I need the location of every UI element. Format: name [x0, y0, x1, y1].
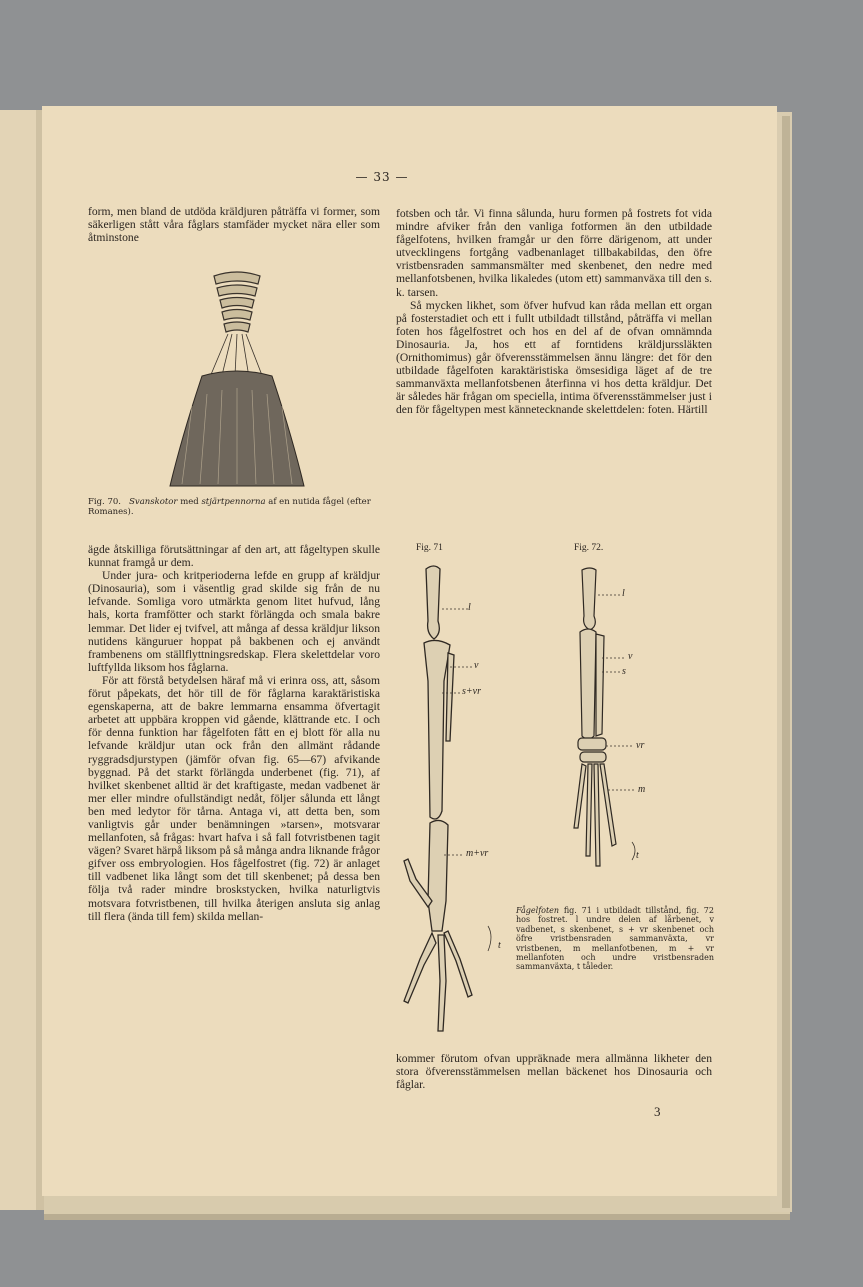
leader-label: v — [628, 651, 633, 662]
figure-legend — [516, 906, 714, 972]
figure-70-caption — [88, 497, 380, 517]
figure-72-label: Fig. 72. — [574, 543, 604, 553]
leader-label: l — [468, 602, 471, 613]
leader-label: t — [636, 850, 639, 861]
leader-label: v — [474, 660, 479, 671]
book-page — [42, 106, 777, 1196]
leader-label: s — [622, 666, 626, 677]
caption-text: af en nutida fågel (efter Romanes). — [88, 497, 371, 517]
paragraph: ägde åtskilliga förutsättningar af den art, att fågeltypen skulle kunnat framgå ur dem. — [88, 543, 380, 570]
caption-text: med — [177, 497, 202, 507]
page-number: — 33 — — [355, 170, 409, 184]
paragraph: kommer förutom ofvan uppräknade mera allmänna likheter den stora öfverensstämmelsen mellan bäckenet hos Dinosauria och fåglar. — [396, 1052, 712, 1092]
paragraph: Så mycken likhet, som öfver hufvud kan råda mellan ett organ på fosterstadiet och ett i fullt utbildadt tillstånd, påträffa vi mellan foten hos fågelfostret och hos en del af de ofvan omnämnda Dinosauria. Ja, hos ett af forntidens kräldjurssläkten (Ornithomimus) går öfverensstämmelsen ännu längre: det för den utbildade fågelfoten karaktäristiska ömsesidiga läget af de tre sammanväxta mellanfotsbenen återfinna vi hos detta kräldjur. Det är således här frågan om speciella, intima öfverensstämmelser just i den för fågeltypen mest kännetecknande skelettdelen: foten. Härtill — [396, 298, 712, 417]
figure-71-leader-lines — [442, 606, 522, 956]
leader-label: vr — [636, 740, 645, 751]
caption-italic: Svanskotor — [129, 497, 178, 507]
paragraph: Under jura- och kritperioderna lefde en grupp af kräldjur (Dinosauria), som i väsentlig grad skilde sig från de nu lefvande. Somliga voro utmärkta genom litet hufvud, lång hals, korta framfötter och starkt förlängda och smala bakre lemmar. Det lider ej tvifvel, att många af dessa kräldjur likson nutidens känguruer hoppat på bakbenen och ej användt frambenens om ställflyttningsredskap. Flera skelettdelar voro luftfyllda liksom hos fåglarna. — [88, 569, 380, 674]
signature-mark: 3 — [654, 1104, 661, 1119]
figure-70-tail-illustration — [162, 266, 312, 491]
figure-70-label: Fig. 70. — [88, 497, 121, 507]
legend-italic: Fågelfoten — [516, 906, 560, 915]
leader-label: t — [498, 940, 501, 951]
leader-label: s+vr — [462, 686, 481, 697]
leader-label: m+vr — [466, 848, 489, 859]
legend-text: fig. 71 i utbildadt tillstånd, fig. 72 hos fostret. l undre delen af lårbenet, v vadbenet, s skenbenet, s + vr skenbenet och öfre vristbensraden sammanväxta, vr vristbenen, m mellanfotbenen, m + vr mellanfoten och undre vristbensraden sammanväxta, t tåleder. — [516, 906, 714, 972]
caption-italic: stjärtpennorna — [201, 497, 266, 507]
leader-label: l — [622, 588, 625, 599]
figure-71-label: Fig. 71 — [416, 543, 443, 553]
leader-label: m — [638, 784, 646, 795]
paragraph: fotsben och tår. Vi finna sålunda, huru formen på fostrets fot vida mindre afviker från den vanliga fotformen än den utbildade fågelfotens, hvilken framgår ur den förre därigenom, att under utvecklingens fortgång vadbenanlaget tillbakabildas, den öfre vristbensraden sammansmälter med skenbenet, den nedre med mellanfotsbenen, hvilka likaledes (utom ett) sammanväxa till den s. k. tarsen. — [396, 207, 712, 299]
left-column-bottom — [88, 543, 380, 923]
paragraph: form, men bland de utdöda kräldjuren påträffa vi former, som säkerligen stått våra fåglars stamfäder mycket nära eller som åtminstone — [88, 205, 380, 245]
figure-72-leader-lines — [598, 592, 648, 862]
right-column-bottom — [396, 1052, 712, 1091]
right-column-top — [396, 207, 712, 417]
paragraph: För att förstå betydelsen häraf må vi erinra oss, att, såsom förut påpekats, det hör till de för fåglarna karaktäristiska egenskaperna, att de bakre lemmarna ensamma öfvertagit arbetet att uppbära kroppen vid gående, klättrande etc. I och för denna funktion har fågelfoten fått en ej blott för alla nu lefvande kräldjur utan ock från den allmänt rådande ryggradsdjurstypen (jämför ofvan fig. 65—67) afvikande byggnad. På det starkt förlängda underbenet (fig. 71), af hvilket skenbenet alltid är det kraftigaste, medan vadbenet är mer eller mindre ofullständigt nedåt, följer sålunda ett långt ben med ledytor för tårna. Antaga vi, att detta ben, som vanligtvis går under benämningen »tarsen», motsvarar mellanfoten, så frågas: hvart hafva i så fall fotvristbenen tagit vägen? Svaret härpå liksom på så många andra liknande frågor gifver oss embryologien. Hos fågelfostret (fig. 72) är anlaget till vadbenet lika långt som det till skenbenet; på dessa ben följa två rader mindre broskstycken, hvilka naturligtvis motsvara fotvristbenen, till hvilka återigen ansluta sig anlag till flera (ända till fem) skilda mellan- — [88, 673, 380, 923]
left-column-top — [88, 205, 380, 244]
